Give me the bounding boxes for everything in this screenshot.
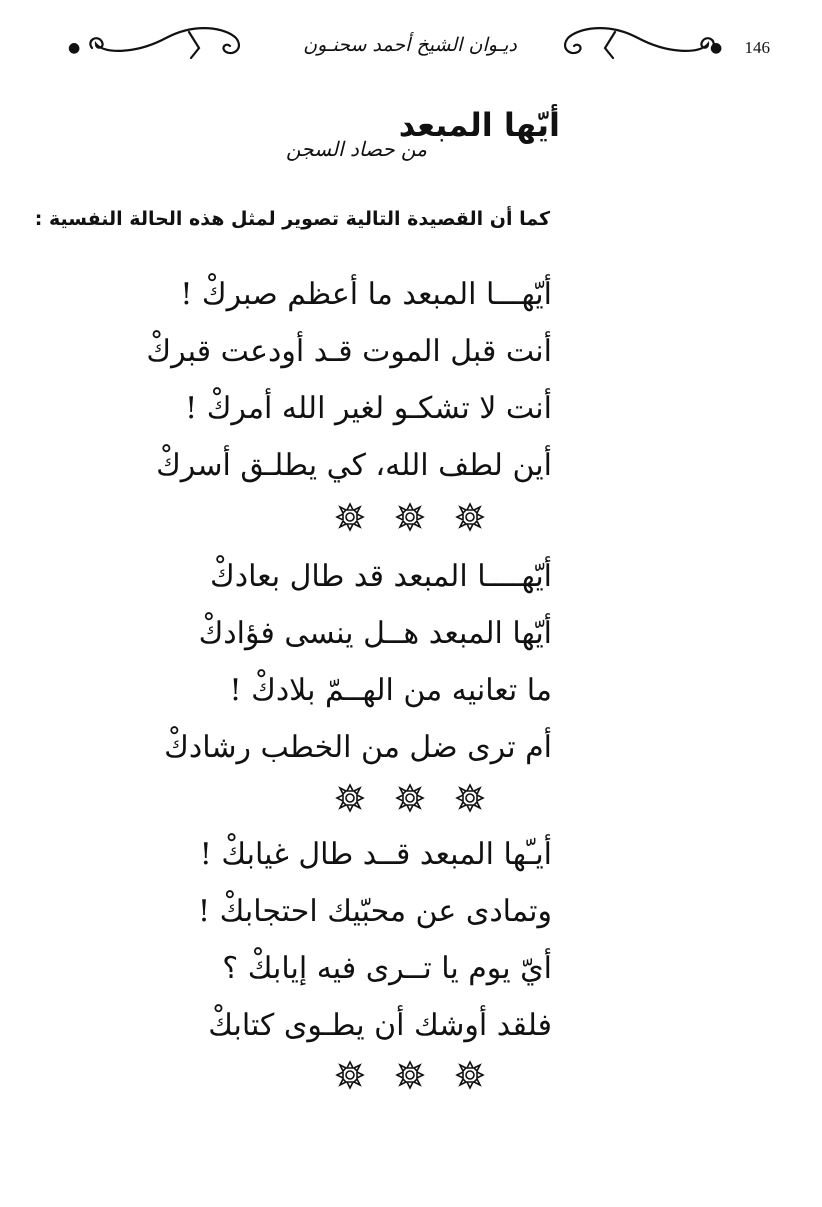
flower-ornament-icon bbox=[395, 1060, 425, 1090]
verse-line: أيـّها المبعد قــد طال غيابكْ ! bbox=[199, 837, 552, 872]
right-dot: ● bbox=[710, 40, 723, 56]
verse-line: وتمادى عن محبّيك احتجابكْ ! bbox=[198, 894, 552, 929]
left-dot: ● bbox=[68, 40, 81, 56]
verse-line: أيّهــــا المبعد قد طال بعادكْ bbox=[210, 559, 552, 594]
flower-ornament-icon bbox=[395, 783, 425, 813]
verse-line: ما تعانيه من الهــمّ بلادكْ ! bbox=[229, 673, 552, 708]
stanza-separator bbox=[320, 783, 500, 813]
verse-line: أنت قبل الموت قـد أودعت قبركْ bbox=[146, 334, 552, 369]
verse-line: أيّهـــا المبعد ما أعظم صبركْ ! bbox=[180, 277, 552, 312]
flower-ornament-icon bbox=[395, 502, 425, 532]
verse-line: أيّها المبعد هــل ينسى فؤادكْ bbox=[198, 616, 552, 651]
verse-line: أم ترى ضل من الخطب رشادكْ bbox=[164, 730, 552, 765]
verse-line: أنت لا تشكـو لغير الله أمركْ ! bbox=[185, 391, 552, 426]
poem-title: أيّها المبعد bbox=[398, 106, 560, 144]
flower-ornament-icon bbox=[335, 783, 365, 813]
poem-subtitle: من حصاد السجن bbox=[286, 137, 427, 161]
page-number: 146 bbox=[744, 38, 770, 57]
left-ornament bbox=[64, 26, 264, 66]
stanza-1 bbox=[146, 266, 552, 494]
stanza-separator bbox=[320, 502, 500, 532]
flower-ornament-icon bbox=[335, 502, 365, 532]
intro-text: كما أن القصيدة التالية تصوير لمثل هذه الحالة النفسية : bbox=[34, 208, 550, 230]
flower-ornament-icon bbox=[335, 1060, 365, 1090]
stanza-3 bbox=[198, 826, 552, 1054]
verse-line: فلقد أوشك أن يطـوى كتابكْ bbox=[208, 1008, 552, 1043]
stanza-2 bbox=[164, 548, 552, 776]
flower-ornament-icon bbox=[455, 1060, 485, 1090]
verse-line: أيّ يوم يا تــرى فيه إيابكْ ؟ bbox=[222, 951, 552, 986]
stanza-separator bbox=[320, 1060, 500, 1090]
flower-ornament-icon bbox=[455, 502, 485, 532]
book-title: ديـوان الشيخ أحمد سحنـون bbox=[303, 34, 517, 56]
verse-line: أين لطف الله، كي يطلـق أسركْ bbox=[156, 448, 552, 483]
page-header bbox=[50, 20, 770, 70]
flower-ornament-icon bbox=[455, 783, 485, 813]
